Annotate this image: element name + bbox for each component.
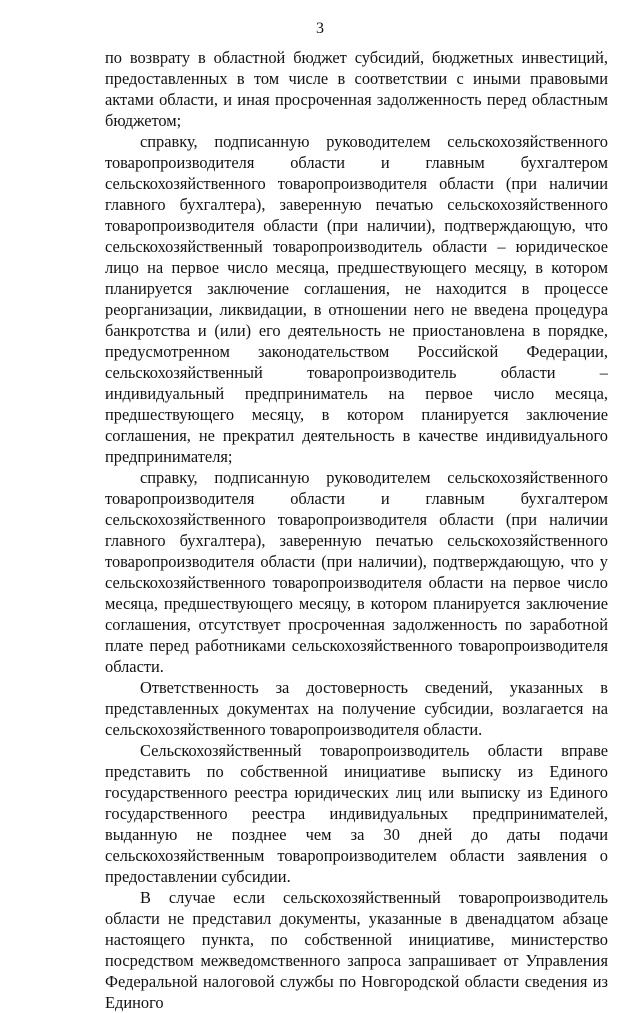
paragraph-interagency-request: В случае если сельскохозяйственный товаропроизводитель области не представил документы, указанные в двенадцатом абзаце настоящего пункта, по собственной инициативе, министерство посредством межведомственного запроса запрашивает от Управления Федеральной налоговой службы по Новгородской области сведения из Единого [105,888,608,1012]
paragraph-reorganization-certificate: справку, подписанную руководителем сельскохозяйственного товаропроизводителя области и главным бухгалтером сельскохозяйственного товаропроизводителя области (при наличии главного бухгалтера), заверенную печатью сельскохозяйственного товаропроизводителя области (при наличии), подтверждающую, что сельскохозяйственный товаропроизводитель области – юридическое лицо на первое число месяца, предшествующего месяцу, в котором планируется заключение соглашения, не находится в процессе реорганизации, ликвидации, в отношении него не введена процедура банкротства и (или) его деятельность не приостановлена в порядке, предусмотренном законодательством Российской Федерации, сельскохозяйственный товаропроизводитель области – индивидуальный предприниматель на первое число месяца, предшествующего месяцу, в котором планируется заключение соглашения, не прекратил деятельность в качестве индивидуального предпринимателя; [105,132,608,466]
paragraph-registry-extract: Сельскохозяйственный товаропроизводитель области вправе представить по собственной инициативе выписку из Единого государственного реестра юридических лиц или выписку из Единого государственного реестра индивидуальных предпринимателей, выданную не позднее чем за 30 дней до даты подачи сельскохозяйственным товаропроизводителем области заявления о предоставлении субсидии. [105,741,608,886]
paragraph-debt-continuation: по возврату в областной бюджет субсидий, бюджетных инвестиций, предоставленных в том числе в соответствии с иными правовыми актами области, и иная просроченная задолженность перед областным бюджетом; [105,48,608,130]
paragraph-salary-debt-certificate: справку, подписанную руководителем сельскохозяйственного товаропроизводителя области и главным бухгалтером сельскохозяйственного товаропроизводителя области (при наличии главного бухгалтера), заверенную печатью сельскохозяйственного товаропроизводителя области (при наличии), подтверждающую, что у сельскохозяйственного товаропроизводителя области на первое число месяца, предшествующего месяцу, в котором планируется заключение соглашения, отсутствует просроченная задолженность по заработной плате перед работниками сельскохозяйственного товаропроизводителя области. [105,468,608,676]
document-body [105,47,608,1013]
page-number: 3 [316,20,324,37]
paragraph-responsibility: Ответственность за достоверность сведений, указанных в представленных документах на получение субсидии, возлагается на сельскохозяйственного товаропроизводителя области. [105,678,608,739]
